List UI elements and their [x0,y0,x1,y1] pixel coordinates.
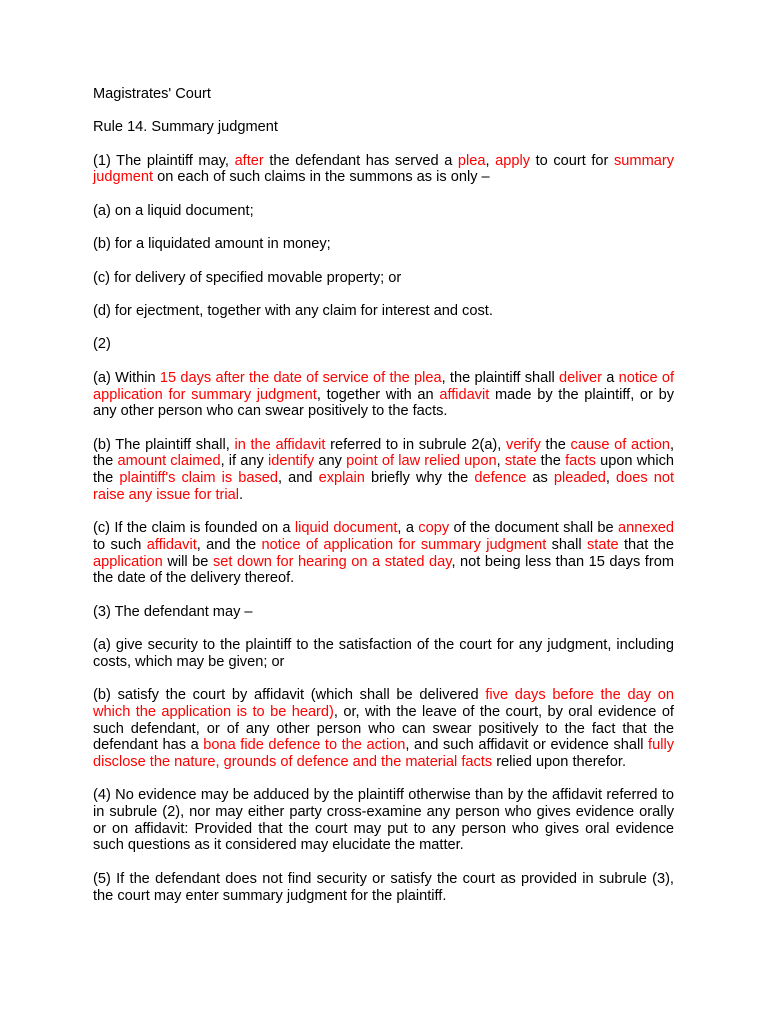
paragraph-text: (b) for a liquidated amount in money; [93,236,331,253]
highlighted-text: set down for hearing on a stated day [212,553,452,570]
highlighted-text: after [234,152,264,169]
highlighted-text: affidavit [146,536,197,553]
paragraph-text: to such [93,536,147,553]
highlighted-text: pleaded [553,470,606,487]
paragraph-text: (3) The defendant may – [93,603,253,620]
paragraph-text: as [526,470,554,487]
paragraph-text: , and the [196,536,262,553]
paragraph-text: any [314,453,347,470]
paragraph-text: (1) The plaintiff may, [93,152,235,169]
highlighted-text: plea [457,152,486,169]
paragraph-text: , and [278,470,319,487]
highlighted-text: amount claimed [117,453,221,470]
paragraph-text: the [536,453,566,470]
highlighted-text: in the affidavit [234,436,326,453]
paragraph-text: , [496,453,505,470]
highlighted-text: bona fide defence to the action [203,737,406,754]
paragraph-text: (b) The plaintiff shall, [93,436,235,453]
highlighted-text: explain [318,470,365,487]
highlighted-text: liquid document [294,520,398,537]
paragraph-text: briefly why the [364,470,475,487]
paragraph [93,153,674,186]
paragraph [93,520,674,587]
paragraph [93,637,674,670]
paragraph-text: (a) Within [93,369,160,386]
paragraph-text: referred to in subrule 2(a), [325,436,507,453]
paragraph-text: , and such affidavit or evidence shall [405,737,649,754]
highlighted-text: five days before the day on which the application is to be heard) [93,687,674,720]
paragraph [93,203,674,220]
paragraph-text: (d) for ejectment, together with any claim for interest and cost. [93,303,493,320]
highlighted-text: verify [506,436,541,453]
highlighted-text: identify [267,453,315,470]
paragraph-text: (c) for delivery of specified movable property; or [93,269,402,286]
highlighted-text: application [93,553,163,570]
paragraph-text: , [605,470,616,487]
paragraph-text: on each of such claims in the summons as is only – [153,169,490,186]
paragraph [93,604,674,621]
highlighted-text: does not raise any issue for trial [93,470,674,503]
highlighted-text: summary judgment [93,152,674,186]
paragraph-text: , the [93,436,674,470]
paragraph-text: , [485,152,496,169]
paragraph [93,270,674,287]
highlighted-text: plaintiff's claim is based [119,470,279,487]
paragraph-text: relied upon therefor. [492,753,627,770]
highlighted-text: defence [474,470,527,487]
paragraph-text: (4) No evidence may be adduced by the plaintiff otherwise than by the affidavit referred to in subrule (2), nor may either party cross-examine any person who gives evidence orally or on affidavit: Provided that the court may put to any person who gives oral evidence such questions as it considered may elucidate the matter. [93,787,674,854]
highlighted-text: fully disclose the nature, grounds of defence and the material facts [93,737,674,770]
paragraph [93,370,674,420]
paragraph-text: , a [397,520,419,537]
paragraph-text: (2) [93,336,111,353]
highlighted-text: notice of application for summary judgment [93,369,675,403]
paragraph-text: that the [618,536,674,553]
paragraph-text: the [540,436,571,453]
highlighted-text: point of law relied upon [346,453,497,470]
rule-heading: Rule 14. Summary judgment [93,119,278,136]
highlighted-text: facts [565,453,596,470]
paragraph-text: (5) If the defendant does not find security or satisfy the court as provided in subrule (3), the court may enter summary judgment for the plaintiff. [93,870,674,904]
paragraph-text: upon which the [93,453,675,487]
document-body [93,153,674,904]
highlighted-text: deliver [559,369,602,386]
paragraph-text: , not being less than 15 days from the date of the delivery thereof. [93,553,674,587]
paragraph-text: a [602,369,619,386]
paragraph [93,687,674,771]
paragraph [93,787,674,854]
paragraph-text: , if any [220,453,268,470]
paragraph-text: (b) satisfy the court by affidavit (which shall be delivered [93,687,486,704]
paragraph-text: . [239,486,244,503]
paragraph-text: (a) give security to the plaintiff to the satisfaction of the court for any judgment, including costs, which may be given; or [93,637,674,670]
paragraph-text: , the plaintiff shall [441,369,559,386]
paragraph-text: , together with an [316,386,440,403]
document-title: Magistrates' Court [93,86,211,102]
highlighted-text: affidavit [439,386,490,403]
highlighted-text: state [587,536,619,553]
highlighted-text: annexed [618,520,675,537]
paragraph [93,336,674,353]
paragraph-text: will be [162,553,213,570]
paragraph-text: of the document shall be [449,520,619,537]
highlighted-text: 15 days after the date of service of the plea [159,369,442,386]
paragraph [93,871,674,904]
paragraph-text: the defendant has served a [263,152,458,169]
paragraph-text: shall [546,536,587,553]
paragraph-text: , or, with the leave of the court, by oral evidence of such defendant, or of any other person who can swear positively to the fact that the defendant has a [93,703,674,754]
paragraph-text: (c) If the claim is founded on a [93,520,295,537]
paragraph [93,437,674,504]
highlighted-text: copy [418,520,450,537]
paragraph [93,303,674,320]
highlighted-text: notice of application for summary judgment [261,536,547,553]
paragraph-text: to court for [530,152,614,169]
highlighted-text: apply [495,152,531,169]
paragraph-text: (a) on a liquid document; [93,202,254,219]
paragraph-text: made by the plaintiff, or by any other person who can swear positively to the facts. [93,386,674,420]
highlighted-text: cause of action [570,436,670,453]
highlighted-text: state [504,453,537,470]
paragraph [93,236,674,253]
